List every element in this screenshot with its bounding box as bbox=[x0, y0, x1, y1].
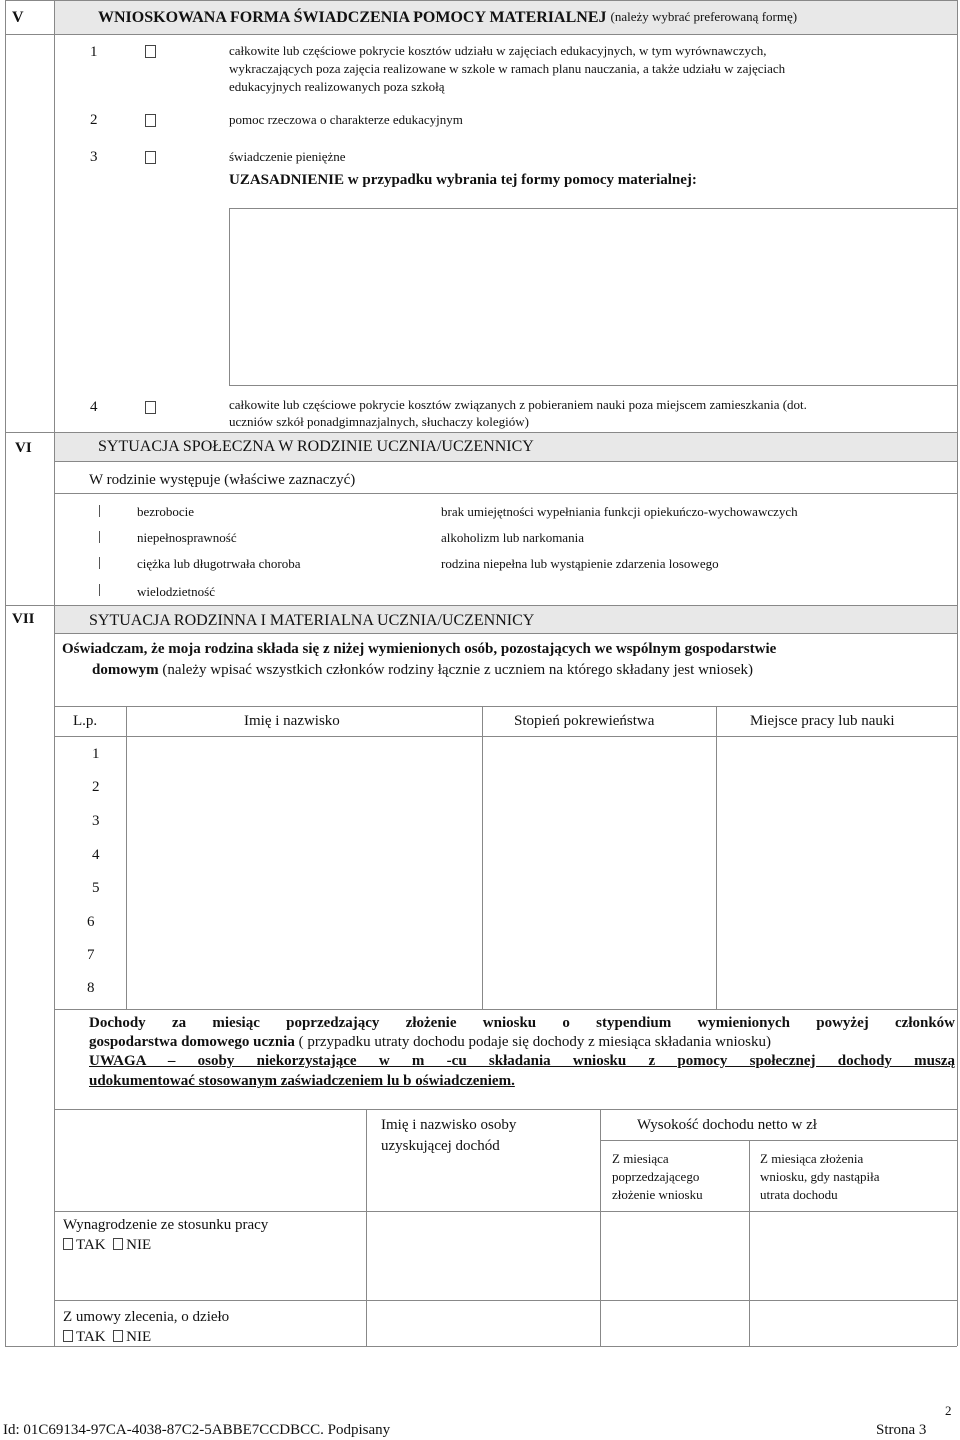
income-row-2-label: Z umowy zlecenia, o dzieło bbox=[63, 1309, 230, 1325]
declaration-line-2: domowym (należy wpisać wszystkich członków rodziny łącznie z uczniem na którego składany jest wniosek) bbox=[92, 662, 754, 678]
income-head-loss-3: utrata dochodu bbox=[760, 1187, 838, 1202]
bullet-mark[interactable] bbox=[99, 531, 100, 543]
row-number: 8 bbox=[87, 980, 95, 996]
income-row-2-choices: TAK NIE bbox=[63, 1328, 151, 1347]
declaration-line-1: Oświadczam, że moja rodzina składa się z niżej wymienionych osób, pozostających we wspólnym gospodarstwie bbox=[62, 641, 777, 657]
social-right-3: rodzina niepełna lub wystąpienie zdarzenia losowego bbox=[441, 556, 719, 571]
option-1-number: 1 bbox=[90, 44, 98, 60]
justification-input[interactable] bbox=[229, 208, 958, 386]
footer-page-label: Strona 3 bbox=[876, 1422, 927, 1438]
row-number: 1 bbox=[92, 746, 100, 762]
option-1-line-1: całkowite lub częściowe pokrycie kosztów udziału w zajęciach edukacyjnych, w tym wyrównawczych, bbox=[229, 43, 767, 58]
no-checkbox[interactable] bbox=[113, 1238, 123, 1250]
col-divider bbox=[600, 1109, 601, 1346]
row-number: 5 bbox=[92, 880, 100, 896]
col-header-work: Miejsce pracy lub nauki bbox=[750, 713, 895, 729]
option-2-number: 2 bbox=[90, 112, 98, 128]
income-row-1-choices: TAK NIE bbox=[63, 1236, 151, 1255]
row-number: 7 bbox=[87, 947, 95, 963]
option-4-line-2: uczniów szkół ponadgimnazjalnych, słuchaczy kolegiów) bbox=[229, 414, 529, 429]
social-left-3: ciężka lub długotrwała choroba bbox=[137, 556, 301, 571]
income-head-prev-1: Z miesiąca bbox=[612, 1151, 669, 1166]
row-number: 6 bbox=[87, 914, 95, 930]
col-header-name: Imię i nazwisko bbox=[244, 713, 340, 729]
col-divider bbox=[716, 706, 717, 1009]
no-checkbox[interactable] bbox=[113, 1330, 123, 1342]
divider bbox=[55, 1211, 957, 1212]
social-left-4: wielodzietność bbox=[137, 584, 215, 599]
social-right-2: alkoholizm lub narkomania bbox=[441, 530, 584, 545]
col-divider bbox=[482, 706, 483, 1009]
row-number: 2 bbox=[92, 779, 100, 795]
income-head-prev-3: złożenie wniosku bbox=[612, 1187, 703, 1202]
social-right-1: brak umiejętności wypełniania funkcji opiekuńczo-wychowawczych bbox=[441, 504, 798, 519]
section-v-title: WNIOSKOWANA FORMA ŚWIADCZENIA POMOCY MATERIALNEJ (należy wybrać preferowaną formę) bbox=[98, 9, 798, 26]
income-row-1-label: Wynagrodzenie ze stosunku pracy bbox=[63, 1217, 269, 1233]
section-vi-title: SYTUACJA SPOŁECZNA W RODZINIE UCZNIA/UCZENNICY bbox=[98, 438, 534, 455]
income-head-person-1: Imię i nazwisko osoby bbox=[381, 1117, 517, 1133]
social-left-2: niepełnosprawność bbox=[137, 530, 237, 545]
divider bbox=[55, 493, 957, 494]
col-divider bbox=[749, 1140, 750, 1346]
frame-right bbox=[957, 0, 958, 1346]
col-divider bbox=[126, 706, 127, 1009]
divider bbox=[5, 34, 957, 35]
section-vi-intro: W rodzinie występuje (właściwe zaznaczyć) bbox=[89, 472, 356, 488]
income-head-loss-1: Z miesiąca złożenia bbox=[760, 1151, 864, 1166]
option-1-line-3: edukacyjnych realizowanych poza szkołą bbox=[229, 79, 445, 94]
section-vi-number: VI bbox=[15, 440, 32, 456]
col-divider bbox=[366, 1109, 367, 1346]
income-note-line-4: udokumentować stosowanym zaświadczeniem lu b oświadczeniem. bbox=[89, 1073, 515, 1089]
bullet-mark[interactable] bbox=[99, 505, 100, 517]
section-vii-number: VII bbox=[12, 611, 35, 627]
frame-left bbox=[5, 0, 6, 1346]
option-1-line-2: wykraczających poza zajęcia realizowane w szkole w ramach planu nauczania, a także udziału w zajęciach bbox=[229, 61, 786, 76]
income-head-loss-2: wniosku, gdy nastąpiła bbox=[760, 1169, 880, 1184]
option-4-line-1: całkowite lub częściowe pokrycie kosztów związanych z pobieraniem nauki poza miejscem zamieszkania (dot. bbox=[229, 397, 807, 412]
option-3-line-1: świadczenie pieniężne bbox=[229, 149, 346, 164]
row-number: 4 bbox=[92, 847, 100, 863]
row-number: 3 bbox=[92, 813, 100, 829]
income-head-net: Wysokość dochodu netto w zł bbox=[637, 1117, 817, 1133]
income-note-line-3: UWAGA – osoby niekorzystające w m -cu składania wniosku z pomocy społecznej dochody muszą bbox=[89, 1053, 955, 1069]
justification-label: UZASADNIENIE w przypadku wybrania tej formy pomocy materialnej: bbox=[229, 172, 697, 188]
divider bbox=[55, 1009, 957, 1010]
section-vii-title: SYTUACJA RODZINNA I MATERIALNA UCZNIA/UCZENNICY bbox=[89, 612, 535, 629]
income-note-line-1: Dochody za miesiąc poprzedzający złożenie wniosku o stypendium wymienionych powyżej członków bbox=[89, 1015, 955, 1031]
divider bbox=[55, 633, 957, 634]
col-header-lp: L.p. bbox=[73, 713, 98, 729]
divider bbox=[55, 736, 957, 737]
option-1-checkbox[interactable] bbox=[145, 45, 156, 58]
option-4-checkbox[interactable] bbox=[145, 401, 156, 414]
divider bbox=[55, 706, 957, 707]
option-2-line-1: pomoc rzeczowa o charakterze edukacyjnym bbox=[229, 112, 463, 127]
bullet-mark[interactable] bbox=[99, 584, 100, 596]
yes-checkbox[interactable] bbox=[63, 1238, 73, 1250]
option-4-number: 4 bbox=[90, 399, 98, 415]
income-head-person-2: uzyskującej dochód bbox=[381, 1138, 500, 1154]
income-note-line-2: gospodarstwa domowego ucznia ( przypadku utraty dochodu podaje się dochody z miesiąca składania wniosku) bbox=[89, 1034, 771, 1050]
footer-page-number: 2 bbox=[945, 1403, 952, 1418]
income-head-prev-2: poprzedzającego bbox=[612, 1169, 700, 1184]
section-v-number: V bbox=[12, 9, 24, 26]
yes-checkbox[interactable] bbox=[63, 1330, 73, 1342]
divider bbox=[55, 461, 957, 462]
frame-num-col bbox=[54, 0, 55, 1346]
option-3-number: 3 bbox=[90, 149, 98, 165]
option-2-checkbox[interactable] bbox=[145, 114, 156, 127]
option-3-checkbox[interactable] bbox=[145, 151, 156, 164]
divider bbox=[600, 1140, 957, 1141]
bullet-mark[interactable] bbox=[99, 557, 100, 569]
divider bbox=[55, 1109, 957, 1110]
footer-id: Id: 01C69134-97CA-4038-87C2-5ABBE7CCDBCC. Podpisany bbox=[3, 1422, 391, 1438]
divider bbox=[55, 1300, 957, 1301]
col-header-relation: Stopień pokrewieństwa bbox=[514, 713, 655, 729]
social-left-1: bezrobocie bbox=[137, 504, 195, 519]
